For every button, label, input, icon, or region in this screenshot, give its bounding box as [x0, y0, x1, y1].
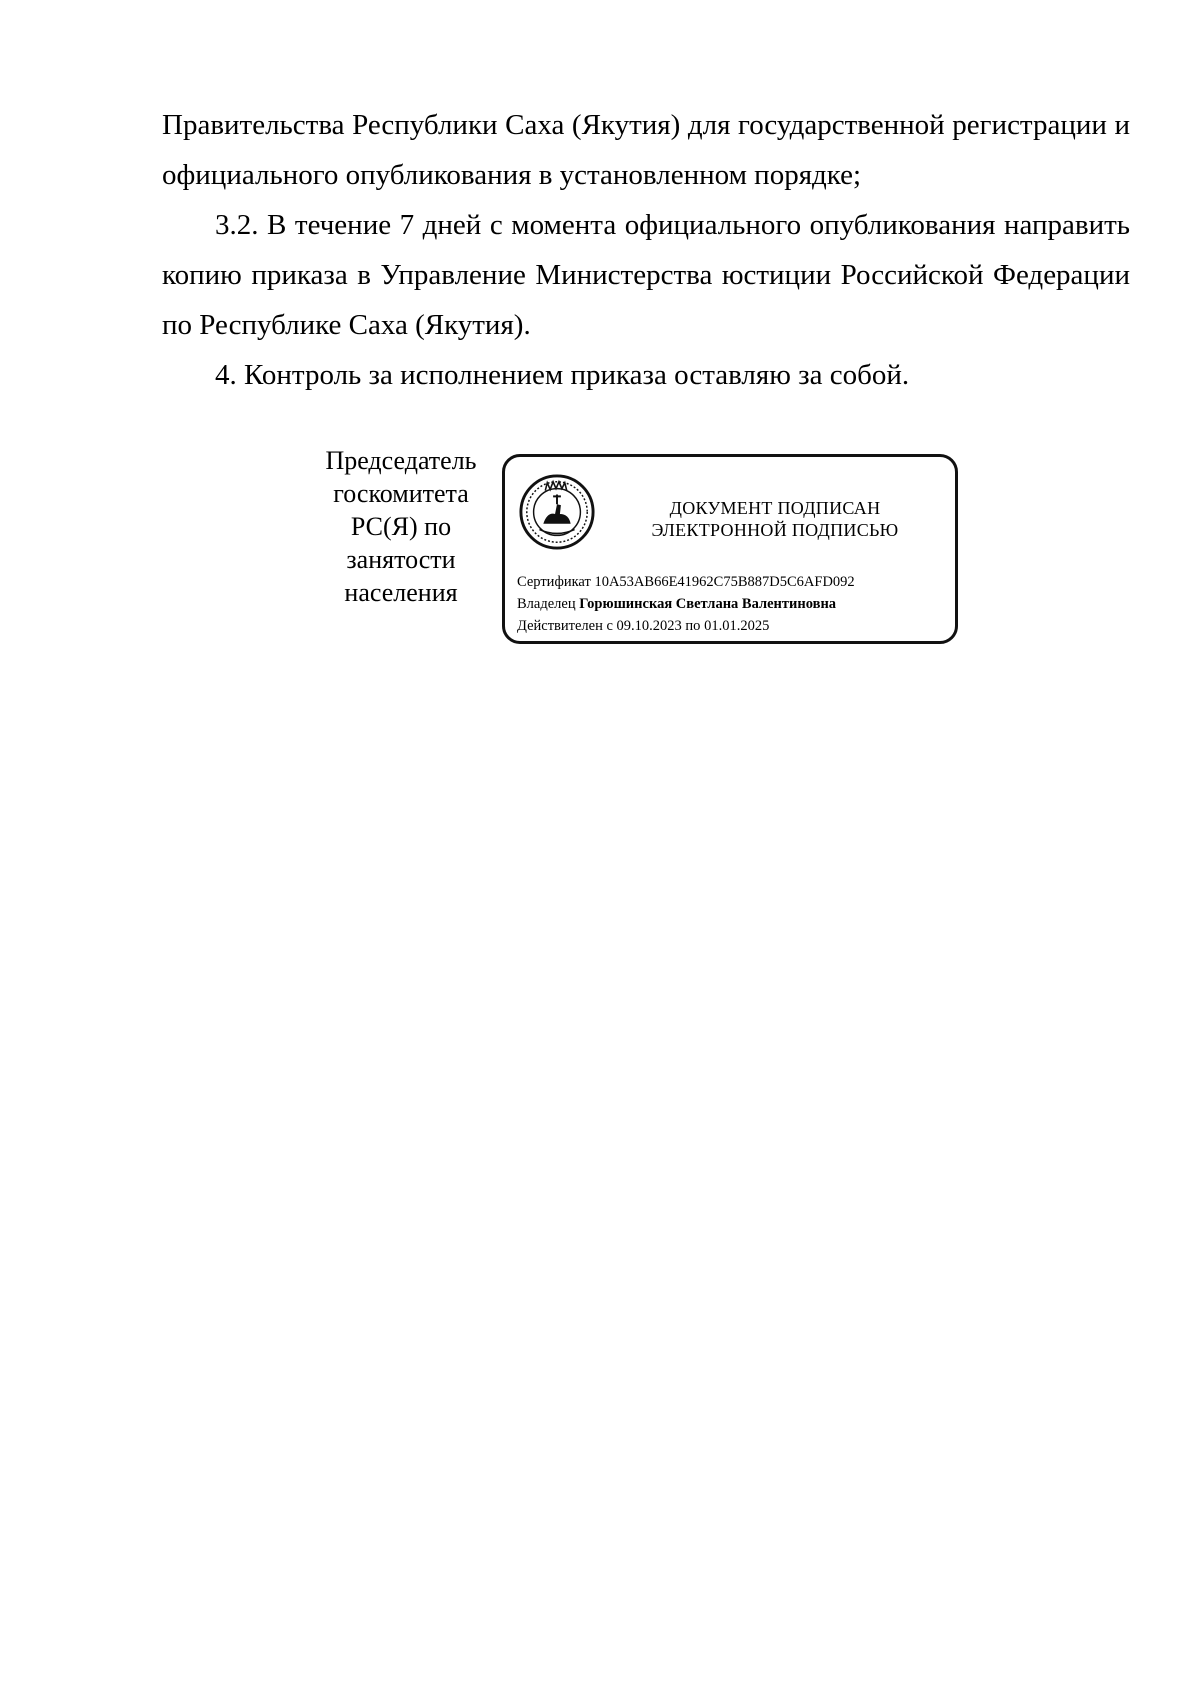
certificate-label: Сертификат: [517, 574, 591, 590]
paragraph-3-2: 3.2. В течение 7 дней с момента официального опубликования направить копию приказа в Управление Министерства юстиции Российской Федерации по Республике Саха (Якутия).: [162, 209, 1130, 341]
paragraph-continuation: Правительства Республики Саха (Якутия) для государственной регистрации и официального опубликования в установленном порядке;: [162, 109, 1130, 191]
stamp-title-line: ЭЛЕКТРОННОЙ ПОДПИСЬЮ: [651, 520, 899, 540]
owner-label: Владелец: [517, 596, 576, 612]
valid-from-date: 09.10.2023: [616, 618, 682, 634]
valid-to-label: по: [685, 618, 701, 634]
paragraph-4: 4. Контроль за исполнением приказа оставляю за собой.: [215, 359, 910, 391]
coat-of-arms-icon: [518, 473, 596, 551]
stamp-title: [605, 497, 945, 541]
validity-row: [517, 617, 769, 635]
owner-value: Горюшинская Светлана Валентиновна: [579, 596, 837, 612]
signer-line: госкомитета: [333, 479, 469, 508]
signer-line: занятости: [346, 545, 456, 574]
signer-line: РС(Я) по: [350, 512, 452, 541]
valid-to-date: 01.01.2025: [704, 618, 770, 634]
stamp-title-line: ДОКУМЕНТ ПОДПИСАН: [669, 498, 881, 518]
certificate-value: 10A53AB66E41962C75B887D5C6AFD092: [594, 574, 855, 590]
valid-label: Действителен: [517, 618, 603, 634]
signer-line: населения: [344, 578, 458, 607]
electronic-signature-stamp: [502, 454, 958, 644]
signer-line: Председатель: [325, 446, 477, 475]
document-body: [162, 100, 1130, 400]
owner-row: [517, 595, 836, 613]
certificate-row: [517, 573, 855, 591]
signer-position: [316, 444, 486, 609]
valid-from-label: с: [606, 618, 613, 634]
